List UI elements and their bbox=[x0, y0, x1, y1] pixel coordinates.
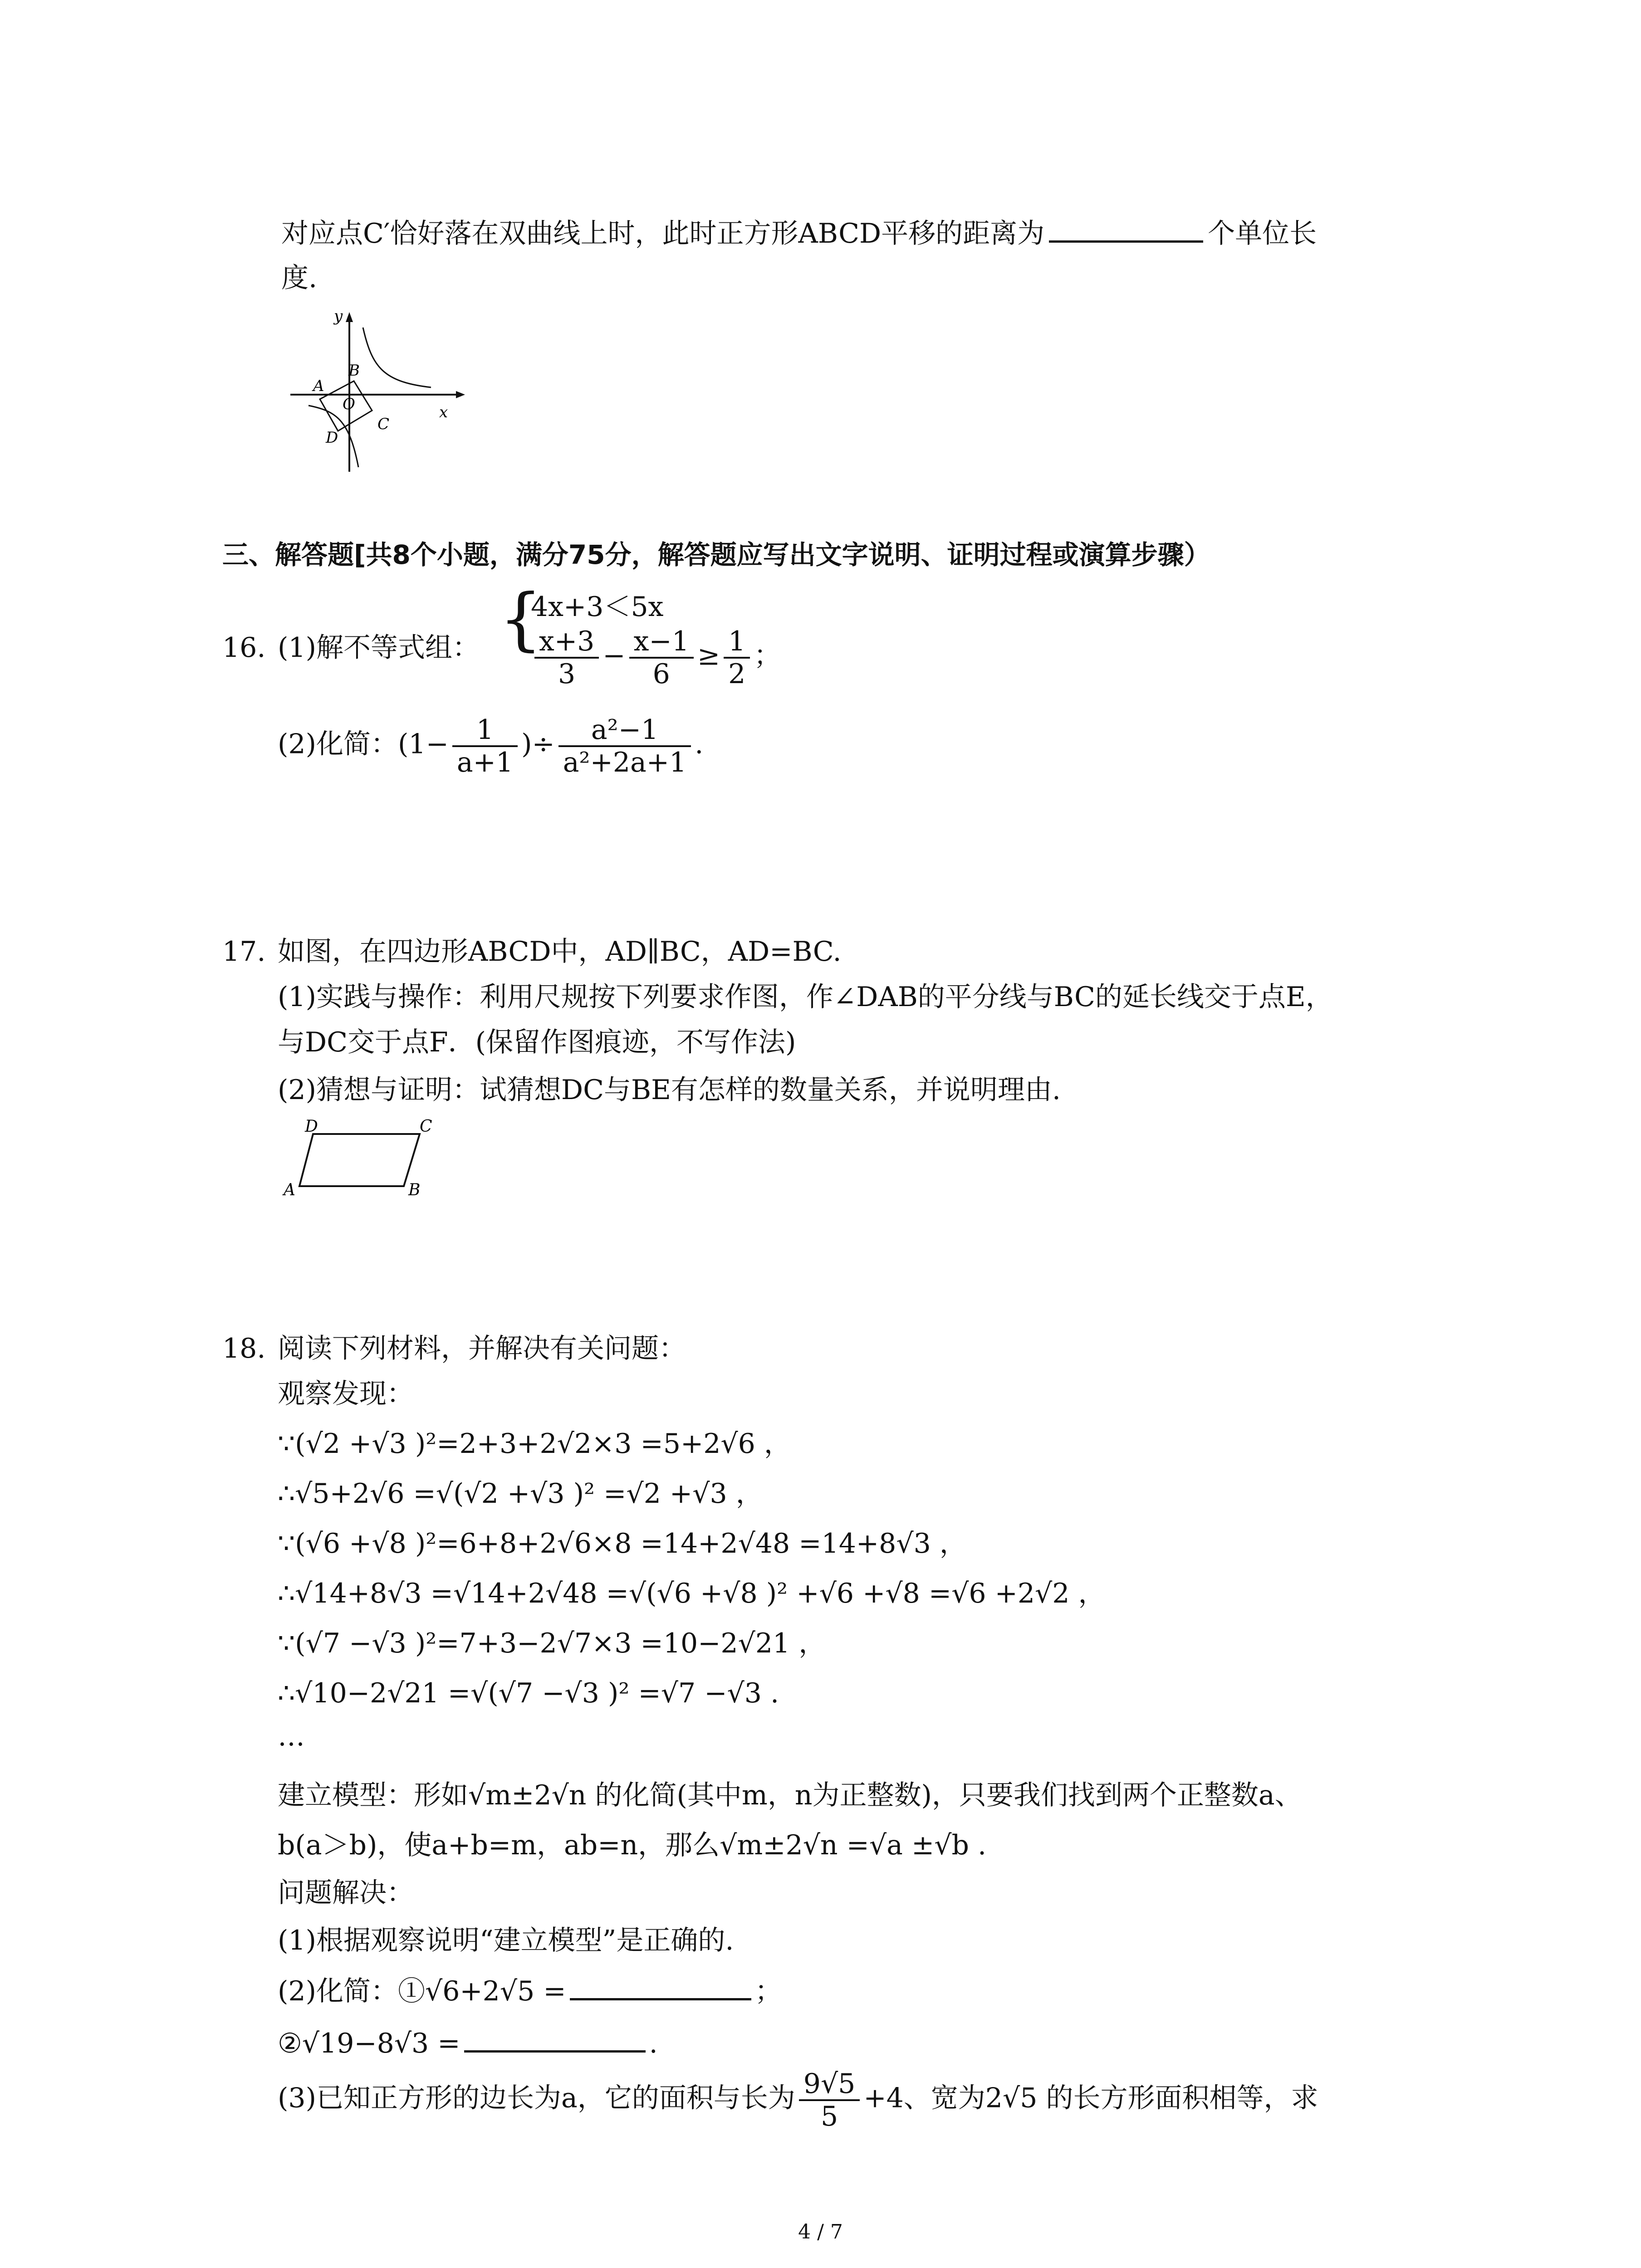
q18-observe-heading: 观察发现： bbox=[278, 1378, 414, 1410]
q17-number: 17. bbox=[222, 936, 266, 968]
q15-text-line2: 度. bbox=[281, 262, 318, 294]
q17-stem: 如图，在四边形ABCD中，AD∥BC，AD=BC. bbox=[278, 936, 842, 968]
hyperbola-branch-1 bbox=[363, 327, 431, 387]
q18-solve-3: (3)已知正方形的边长为a，它的面积与长为 $\frac{9√5}{5}$ +4、宽为2√5 的长方形面积相等，求 bbox=[278, 2068, 1318, 2132]
fraction-x-minus-1-over-6: $\frac{x-1}{6}$ bbox=[629, 626, 694, 689]
inequality-2: $\frac{x+3}{3}$ − $\frac{x-1}{6}$ ≥ $\frac{1}{2}$ ； bbox=[531, 626, 781, 689]
page-number: 4 / 7 bbox=[798, 2220, 843, 2244]
q16-part1-label: (1)解不等式组： bbox=[278, 632, 480, 664]
fraction-1-over-2: $\frac{1}{2}$ bbox=[724, 626, 750, 689]
q18-solve-1: (1)根据观察说明“建立模型”是正确的. bbox=[278, 1925, 734, 1956]
x-axis-arrow bbox=[456, 391, 465, 398]
q18-solve-2a: (2)化简：①√6+2√5 = ； bbox=[278, 1971, 782, 2009]
q18-number: 18. bbox=[222, 1333, 266, 1364]
q18-derivation-line-5: ∵(√7 −√3 )²=7+3−2√7×3 =10−2√21 ， bbox=[278, 1628, 826, 1659]
q15-text-end: 个单位长 bbox=[1208, 218, 1317, 249]
q16-part2: (2)化简：(1− $\frac{1}{a+1}$ )÷ $\frac{\text{a²−1}}{\text{a²+2a+1}}$ . bbox=[278, 714, 704, 778]
q18-answer-blank-2[interactable] bbox=[464, 2023, 646, 2053]
point-a-label: A bbox=[313, 377, 324, 395]
q18-derivation-line-4: ∴√14+8√3 =√14+2√48 =√(√6 +√8 )² +√6 +√8 =√6 +2√2 ， bbox=[278, 1578, 1106, 1609]
vertex-a-label: A bbox=[284, 1181, 295, 1199]
q18-solve-2b: ②√19−8√3 = . bbox=[278, 2023, 658, 2061]
q15-text: 对应点C′恰好落在双曲线上时，此时正方形ABCD平移的距离为 bbox=[281, 218, 1045, 249]
q15-text-line1 bbox=[281, 213, 1317, 251]
q18-model-line-1: 建立模型：形如√m±2√n 的化简(其中m，n为正整数)，只要我们找到两个正整数a、 bbox=[278, 1779, 1302, 1811]
q18-stem: 阅读下列材料，并解决有关问题： bbox=[278, 1333, 686, 1364]
fraction-a2-minus-1: $\frac{\text{a²−1}}{\text{a²+2a+1}}$ bbox=[558, 714, 691, 778]
system-brace: { bbox=[499, 580, 543, 659]
q16-number: 16. bbox=[222, 632, 266, 664]
q18-model-line-2: b(a＞b)，使a+b=m，ab=n，那么√m±2√n =√a ±√b . bbox=[278, 1829, 987, 1861]
parallelogram-figure bbox=[281, 1114, 463, 1204]
q18-solve-heading: 问题解决： bbox=[278, 1877, 414, 1909]
fraction-1-over-a-plus-1: $\frac{1}{a+1}$ bbox=[452, 714, 518, 778]
point-d-label: D bbox=[326, 429, 338, 447]
q18-derivation-line-6: ∴√10−2√21 =√(√7 −√3 )² =√7 −√3 . bbox=[278, 1677, 779, 1709]
point-c-label: C bbox=[377, 415, 390, 433]
hyperbola-square-figure bbox=[281, 304, 472, 476]
fraction-x-plus-3-over-3: $\frac{x+3}{3}$ bbox=[534, 626, 599, 689]
section-3-heading: 三、解答题[共8个小题，满分75分，解答题应写出文字说明、证明过程或演算步骤） bbox=[222, 539, 1210, 570]
q15-answer-blank[interactable] bbox=[1049, 213, 1203, 243]
vertex-b-label: B bbox=[408, 1181, 421, 1199]
y-axis-label: y bbox=[334, 307, 343, 325]
q17-part1-line2: 与DC交于点F．(保留作图痕迹，不写作法) bbox=[278, 1026, 796, 1058]
origin-label: O bbox=[343, 395, 355, 413]
q18-derivation-line-1: ∵(√2 +√3 )²=2+3+2√2×3 =5+2√6 ， bbox=[278, 1428, 791, 1460]
q18-derivation-line-2: ∴√5+2√6 =√(√2 +√3 )² =√2 +√3 ， bbox=[278, 1478, 763, 1510]
y-axis-arrow bbox=[346, 312, 353, 322]
vertex-d-label: D bbox=[305, 1117, 318, 1136]
q18-answer-blank-1[interactable] bbox=[570, 1971, 751, 2000]
q18-ellipsis: … bbox=[278, 1721, 305, 1752]
inequality-1: 4x+3＜5x bbox=[531, 591, 664, 623]
parallelogram-abcd bbox=[299, 1134, 420, 1186]
q17-part1-line1: (1)实践与操作：利用尺规按下列要求作图，作∠DAB的平分线与BC的延长线交于点E， bbox=[278, 981, 1333, 1013]
point-b-label: B bbox=[348, 362, 360, 380]
vertex-c-label: C bbox=[420, 1117, 432, 1136]
fraction-9root5-over-5: $\frac{9√5}{5}$ bbox=[799, 2068, 860, 2132]
x-axis-label: x bbox=[439, 403, 448, 421]
q17-part2: (2)猜想与证明：试猜想DC与BE有怎样的数量关系，并说明理由. bbox=[278, 1074, 1061, 1106]
q18-derivation-line-3: ∵(√6 +√8 )²=6+8+2√6×8 =14+2√48 =14+8√3 ， bbox=[278, 1528, 967, 1559]
